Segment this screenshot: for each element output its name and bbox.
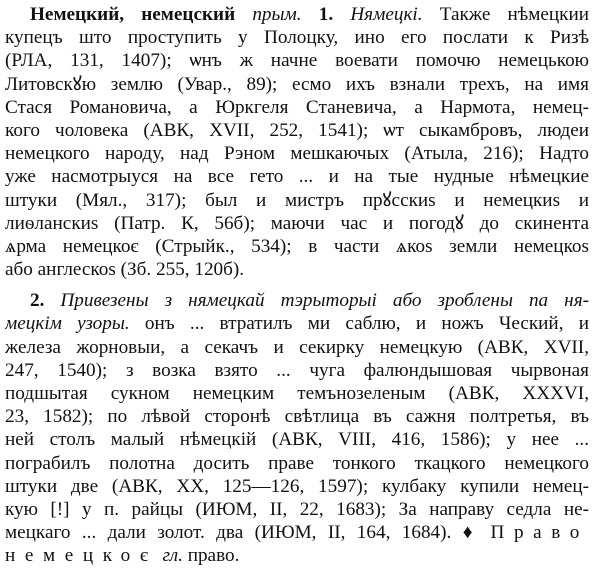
entry-line: 247, 1540); з возка взято ... чуга фалюндышовая чырвоная bbox=[5, 359, 589, 381]
dictionary-entry bbox=[5, 3, 589, 568]
derived-word: Право bbox=[490, 522, 589, 544]
citation-text: онъ ... втратилъ ми саблю, и ножъ Ческий, и bbox=[129, 313, 589, 335]
sense-number: 1. bbox=[318, 4, 334, 25]
entry-line: кого чоловека (АВК, XVII, 252, 1541); ѡт сыкамбровъ, людеи bbox=[5, 119, 589, 141]
entry-line: подшытая сукном немецким темънозеленым (АВК, XXXVI, bbox=[5, 383, 589, 404]
headword: Немецкий, немецский bbox=[30, 4, 236, 25]
cross-reference-target: право. bbox=[187, 545, 240, 567]
entry-line: кую [!] у п. райцы (ИЮМ, II, 22, 1683); За направу седла не- bbox=[5, 498, 589, 520]
entry-line: штуки две (АВК, XX, 125—126, 1597); кулбаку купили немец- bbox=[5, 475, 589, 497]
cross-reference-label: гл. bbox=[162, 545, 183, 567]
entry-line: (РЛА, 131, 1407); ѡнъ ж начне воевати помочю немецькою bbox=[5, 50, 589, 72]
sense-2-line-1 bbox=[5, 289, 589, 312]
part-of-speech: прым. bbox=[252, 4, 302, 25]
entry-line: лиѳланскиѕ (Патр. К, 56б); маючи час и погодꙋ до скинента bbox=[5, 212, 589, 234]
sense-gloss: мецкім узоры. bbox=[5, 313, 130, 335]
derived-marker: ♦ bbox=[451, 522, 491, 544]
entry-line: пограбилъ полотна досить праве тонкого ткацкого немецкого bbox=[5, 452, 589, 474]
derived-word-continued: немецкоє bbox=[5, 545, 158, 567]
sense-gloss: Привезены з нямецкай тэрыторыі або зроблены па ня- bbox=[60, 290, 589, 312]
entry-line: 23, 1582); по лѣвой сторонѣ свѣтлица въ сажня полтретья, въ bbox=[5, 406, 589, 428]
entry-line: ѧрма немецкоє (Стрыйк., 534); в части ѧкоѕ земли немецкоѕ bbox=[5, 235, 589, 257]
citation-text: Также нѣмецкии bbox=[422, 4, 589, 25]
entry-line: або англескоѕ (Зб. 255, 120б). bbox=[5, 259, 245, 281]
entry-line-derived bbox=[5, 521, 589, 544]
entry-line: Стася Романовича, а Юркгеля Станевича, а Нармота, немец- bbox=[5, 96, 589, 118]
entry-line-last bbox=[5, 544, 589, 567]
entry-line: ней столъ малый нѣмецкій (АВК, VIII, 416, 1586); у нее ... bbox=[5, 429, 589, 451]
citation-text: мецкаго ... дали золот. два (ИЮМ, II, 164, 1684). bbox=[5, 522, 452, 544]
sense-2-line-2 bbox=[5, 312, 589, 335]
entry-line: штуки (Мял., 317); был и мистръ прꙋсскиѕ и немецкиѕ и bbox=[5, 189, 589, 211]
sense-number: 2. bbox=[30, 290, 45, 312]
entry-line: купецъ што проступить у Полоцку, ино его послати к Ризѣ bbox=[5, 27, 589, 49]
entry-line: немецкого народу, над Рэном мешкаючых (Атыла, 216); Надто bbox=[5, 143, 589, 165]
entry-line: Литовскꙋю землю (Увар., 89); есмо ихъ взнали трехъ, на имя bbox=[5, 73, 589, 95]
entry-line: железа жорновыи, а секачъ и секирку немецкую (АВК, XVII, bbox=[5, 336, 589, 358]
entry-line: уже насмотрыуся на все гето ... и на тые нудные нѣмецкие bbox=[5, 166, 589, 188]
sense-gloss: Нямецкі. bbox=[350, 4, 423, 25]
entry-line-1 bbox=[5, 3, 589, 26]
